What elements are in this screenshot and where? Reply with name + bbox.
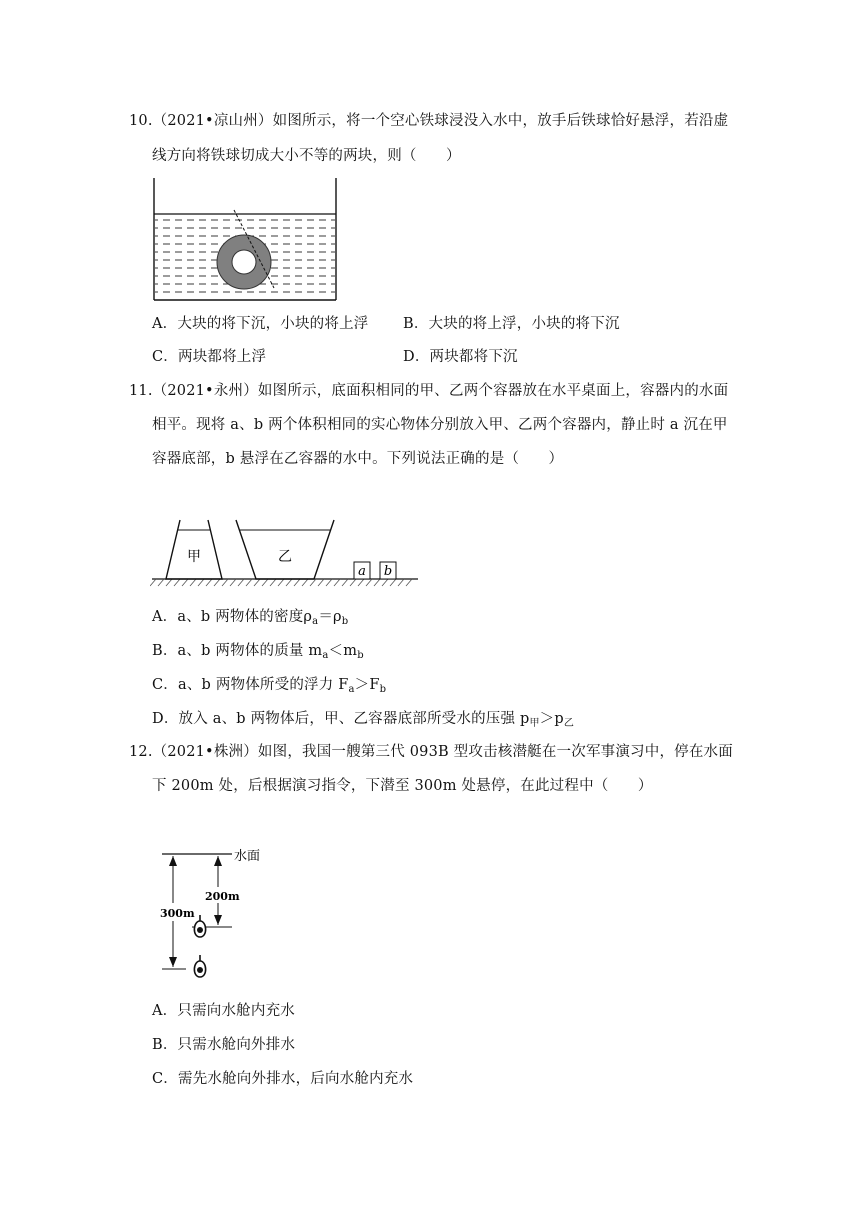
label-300m: 300m	[160, 907, 195, 920]
q12-stem-line2: 下 200m 处，后根据演习指令，下潜至 300m 处悬停，在此过程中（ ）	[152, 778, 653, 794]
container-jia-label: 甲	[187, 549, 201, 565]
p-yi-subscript: 乙	[563, 718, 575, 729]
rho-b: ρ	[333, 609, 342, 625]
p-jia-subscript: 甲	[529, 718, 540, 729]
q11-d-text: D．放入 a、b 两物体后，甲、乙容器底部所受水的压强 p	[152, 711, 530, 727]
q11-option-d	[152, 709, 574, 734]
rho-a: ρ	[303, 609, 313, 625]
submarine-icon-300m	[194, 955, 205, 977]
q11-b-text: B．a、b 两物体的质量 m	[152, 643, 323, 659]
submarine-icon-200m	[194, 915, 205, 937]
block-b-label: b	[383, 564, 393, 579]
equals: ＝	[318, 609, 334, 625]
q12-option-b: B．只需水舱向外排水	[152, 1037, 296, 1053]
less-than-m: ＜m	[328, 643, 358, 659]
arrow-300m-bottom-head	[169, 957, 177, 967]
q10-option-d: D．两块都将下沉	[403, 349, 518, 365]
surface-label: 水面	[234, 849, 261, 864]
q12-option-a: A．只需向水舱内充水	[152, 1003, 295, 1019]
m-b-subscript: b	[357, 650, 364, 661]
f-b-subscript: b	[379, 684, 387, 695]
table-hatching	[150, 579, 412, 586]
arrow-300m-top-head	[169, 856, 177, 866]
q10-option-a: A．大块的将下沉，小块的将上浮	[152, 316, 369, 332]
q11-stem-line1: 11.（2021•永州）如图所示，底面积相同的甲、乙两个容器放在水平桌面上，容器内的水面	[129, 383, 729, 399]
q11-stem-line3: 容器底部，b 悬浮在乙容器的水中。下列说法正确的是（ ）	[152, 451, 564, 467]
block-a-label: a	[358, 564, 366, 579]
greater-than-p: ＞p	[539, 711, 564, 727]
q11-option-c	[152, 675, 386, 700]
arrow-200m-bottom-head	[214, 915, 222, 925]
q12-option-c: C．需先水舱向外排水，后向水舱内充水	[152, 1071, 414, 1087]
q12-submarine-depth-figure	[160, 845, 280, 985]
q12-stem-line1: 12.（2021•株洲）如图，我国一艘第三代 093B 型攻击核潜艇在一次军事演习中，停在水面	[129, 744, 733, 760]
rho-a-subscript: a	[312, 616, 319, 627]
greater-than-f: ＞F	[354, 677, 380, 693]
q10-option-c: C．两块都将上浮	[152, 349, 267, 365]
q11-option-a	[152, 607, 348, 632]
q10-hollow-iron-ball-figure	[150, 176, 340, 304]
q11-option-b	[152, 641, 364, 666]
container-yi-label: 乙	[278, 549, 292, 565]
q10-stem-line2: 线方向将铁球切成大小不等的两块，则（ ）	[152, 148, 461, 164]
label-200m: 200m	[205, 890, 240, 903]
q11-a-text: A．a、b 两物体的密度	[152, 609, 304, 625]
f-a-subscript: a	[348, 684, 355, 695]
rho-b-subscript: b	[341, 616, 349, 627]
hollow-core	[232, 250, 256, 274]
q11-c-text: C．a、b 两物体所受的浮力 F	[152, 677, 349, 693]
arrow-200m-top-head	[214, 856, 222, 866]
q11-stem-line2: 相平。现将 a、b 两个体积相同的实心物体分别放入甲、乙两个容器内，静止时 a 沉在甲	[152, 417, 728, 433]
q10-option-b: B．大块的将上浮，小块的将下沉	[403, 316, 620, 332]
q10-stem-line1: 10.（2021•凉山州）如图所示，将一个空心铁球浸没入水中，放手后铁球恰好悬浮，若沿虚	[129, 113, 729, 129]
m-a-subscript: a	[322, 650, 329, 661]
q11-two-containers-figure	[150, 516, 420, 592]
